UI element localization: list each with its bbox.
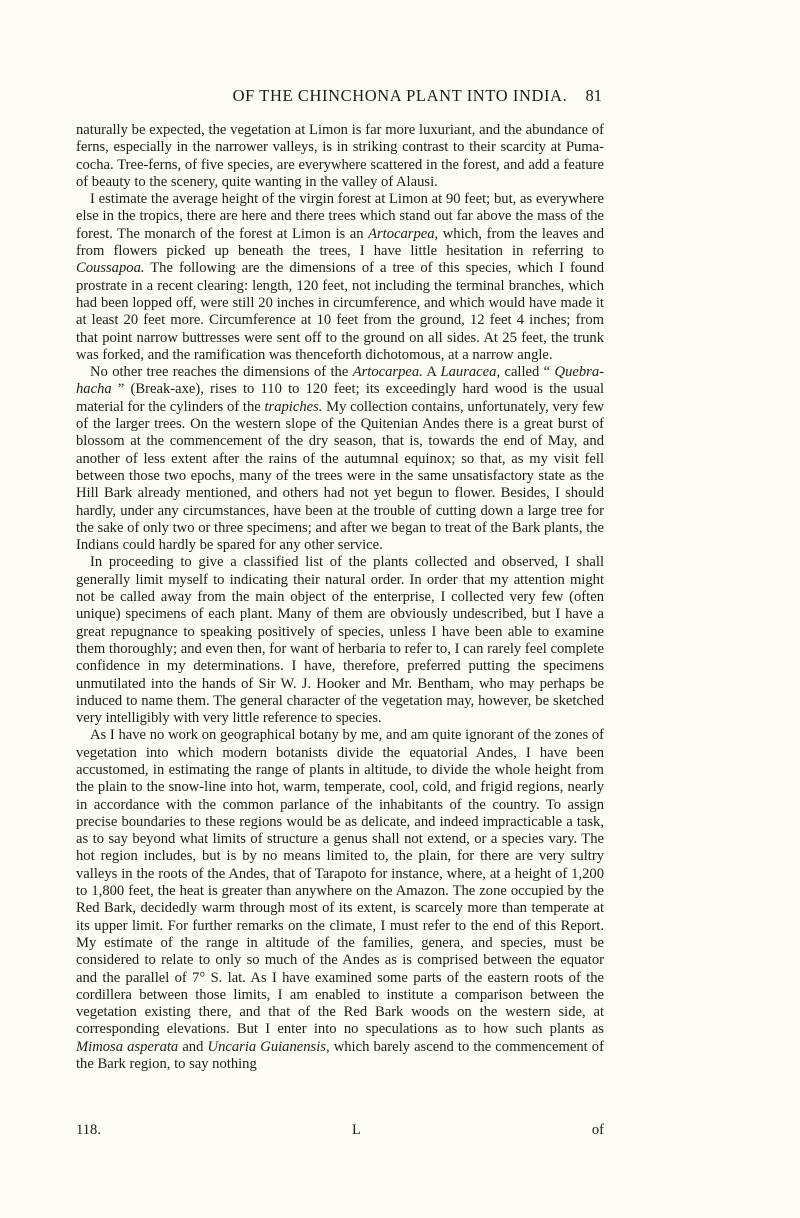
italic-term: trapiches. <box>264 398 323 415</box>
text-run: In proceeding to give a classified list of the plants collected and observed, I shall generally limit myself to indicating their natural order. In order that my attention might not be called away from the main object of the enterprise, I collected very few (often unique) specimens of each plant. Many of them are obviously undescribed, but I have a great repugnance to speaking positively of species, unless I have been able to examine them thoroughly; and even then, for want of herbaria to refer to, I can rarely feel complete confidence in my determinations. I have, therefore, preferred putting the specimens unmutilated into the hands of Sir W. J. Hooker and Mr. Bentham, who may perhaps be induced to name them. The general character of the vegetation may, however, be sketched very intelligibly with very little reference to species. <box>76 554 604 727</box>
italic-term: Coussapoa. <box>76 260 145 277</box>
text-run: which barely ascend to the commencement of the Bark region, to say nothing <box>76 1038 604 1073</box>
italic-term: Mimosa asperata <box>76 1038 179 1055</box>
italic-term: Artocarpea. <box>352 364 423 381</box>
catchword: of <box>591 1122 604 1138</box>
text-run: , which, from the leaves and from flowers picked up beneath the trees, I have little hesitation in referring to <box>76 225 605 260</box>
paragraph <box>76 122 604 191</box>
text-run: As I have no work on geographical botany by me, and am quite ignorant of the zones of vegetation into which modern botanists divide the equatorial Andes, I have been accustomed, in estimating the range of plants in altitude, to divide the whole height from the plain to the snow-line into hot, warm, temperate, cool, cold, and frigid regions, nearly in accordance with the common parlance of the inhabitants of the country. To assign precise boundaries to these regions would be as delicate, and indeed impracticable a task, as to say beyond what limits of structure a genus shall not extend, or a species vary. The hot region includes, but is by no means limited to, the plain, for there are very sultry valleys in the roots of the Andes, that of Tarapoto for instance, where, at a height of 1,200 to 1,800 feet, the heat is greater than anywhere on the Amazon. The zone occupied by the Red Bark, decidedly warm through most of its extent, is scarcely more than temperate at its upper limit. For further remarks on the climate, I must refer to the end of this Report. My estimate of the range in altitude of the families, genera, and species, must be considered to relate to only so much of the Andes as is comprised between the equator and the parallel of 7° S. lat. As I have examined some parts of the eastern roots of the cordillera between those limits, I am enabled to institute a comparison between the vegetation existing there, and that of the Red Bark woods on the western side, at corresponding elevations. But I enter into no speculations as to how such plants as <box>76 727 604 1038</box>
text-run: The following are the dimensions of a tree of this species, which I found prostrate in a recent clearing: length, 120 feet, not including the terminal branches, which had been lopped off, were still 20 inches in circumference, and which would have made it at least 20 feet more. Circumference at 10 feet from the ground, 12 feet 4 inches; from that point narrow buttresses were sent off to the ground on all sides. At 25 feet, the trunk was forked, and the ramification was thenceforth dichotomous, at a narrow angle. <box>76 260 604 363</box>
text-run: No other tree reaches the dimensions of the <box>90 364 353 381</box>
paragraph <box>76 554 604 727</box>
signature-letter: L <box>352 1122 361 1138</box>
page-footer <box>76 1122 604 1144</box>
italic-term: Uncaria Guianensis, <box>207 1038 330 1055</box>
text-run: ” (Break-axe), rises to 110 to 120 feet; its exceedingly hard wood is the usual material for the cylinders of the <box>76 381 604 415</box>
paragraph <box>76 364 604 554</box>
paragraph <box>76 727 604 1073</box>
text-run: A <box>422 364 441 381</box>
text-run: I estimate the average height of the virgin forest at Limon at 90 feet; but, as everywhere else in the tropics, there are here and there trees which stand out far above the mass of the forest. The monarch of the forest at Limon is an <box>76 191 604 242</box>
page-header <box>0 86 800 112</box>
italic-term: Quebra-hacha <box>76 364 604 398</box>
paragraph <box>76 191 604 364</box>
italic-term: Artocarpea <box>368 225 435 242</box>
text-run: naturally be expected, the vegetation at Limon is far more luxuriant, and the abundance of ferns, especially in the narrower valleys, is in striking contrast to their scarcity at Puma-cocha. Tree-ferns, of five species, are everywhere scattered in the forest, and add a feature of beauty to the scenery, quite wanting in the valley of Alausi. <box>76 122 604 190</box>
body-text <box>76 122 604 1073</box>
text-run: , called “ <box>496 364 555 381</box>
running-head: OF THE CHINCHONA PLANT INTO INDIA. <box>232 86 568 105</box>
signature-mark: 118. <box>76 1122 101 1138</box>
italic-term: Lauracea <box>440 364 497 381</box>
page-number: 81 <box>585 86 602 105</box>
text-run: My collection contains, unfortunately, very few of the larger trees. On the western slope of the Quitenian Andes there is a great burst of blossom at the commencement of the dry season, that is, towards the end of May, and another of less extent after the rains of the autumnal equinox; so that, as my visit fell between those two epochs, many of the trees were in the same unsatisfactory state as the Hill Bark already mentioned, and others had not yet begun to flower. Besides, I should hardly, under any circumstances, have been at the trouble of cutting down a large tree for the sake of only two or three specimens; and after we began to treat of the Bark plants, the Indians could hardly be spared for any other service. <box>76 398 604 554</box>
text-run: and <box>178 1038 208 1055</box>
